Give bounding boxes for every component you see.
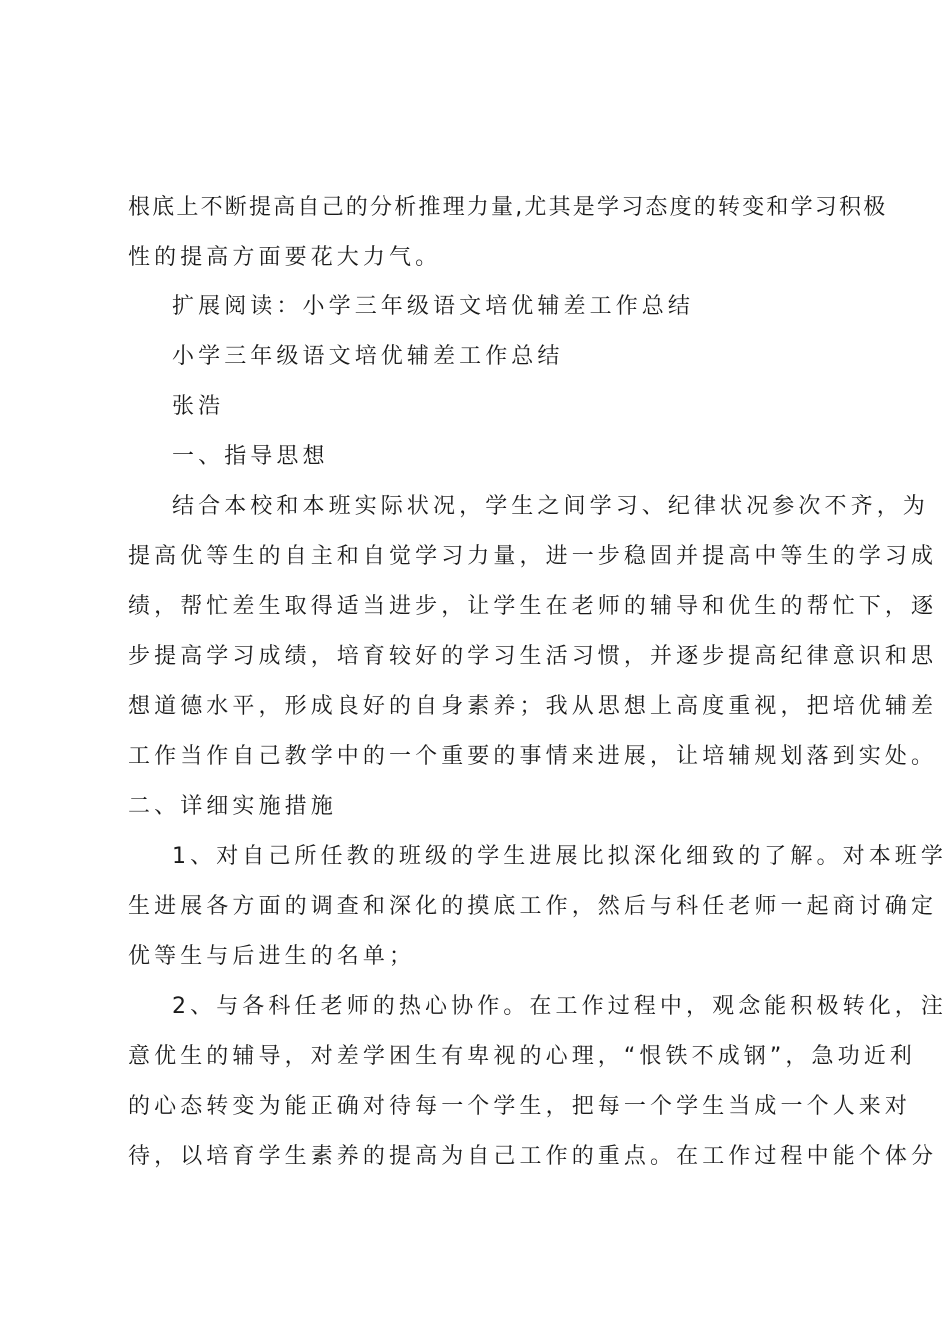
section-heading: 二、详细实施措施	[128, 794, 337, 819]
text-line: 绩，帮忙差生取得适当进步，让学生在老师的辅导和优生的帮忙下，逐	[128, 594, 938, 619]
section-heading: 一、指导思想	[172, 444, 329, 469]
text-line: 工作当作自己教学中的一个重要的事情来进展，让培辅规划落到实处。	[128, 744, 938, 769]
text-line: 提高优等生的自主和自觉学习力量，进一步稳固并提高中等生的学习成	[128, 544, 938, 569]
text-line: 的心态转变为能正确对待每一个学生，把每一个学生当成一个人来对	[128, 1094, 912, 1119]
text-line: 待，以培育学生素养的提高为自己工作的重点。在工作过程中能个体分	[128, 1144, 938, 1169]
text-line: 结合本校和本班实际状况，学生之间学习、纪律状况参次不齐，为	[172, 494, 929, 519]
text-line: 1、对自己所任教的班级的学生进展比拟深化细致的了解。对本班学	[172, 844, 947, 869]
text-line: 扩展阅读：小学三年级语文培优辅差工作总结	[172, 294, 695, 319]
text-line: 意优生的辅导，对差学困生有卑视的心理，“恨铁不成钢”，急功近利	[128, 1044, 916, 1069]
text-line: 想道德水平，形成良好的自身素养；我从思想上高度重视，把培优辅差	[128, 694, 938, 719]
text-line: 生进展各方面的调查和深化的摸底工作，然后与科任老师一起商讨确定	[128, 894, 938, 919]
text-line: 性的提高方面要花大力气。	[128, 245, 442, 270]
text-line: 步提高学习成绩，培育较好的学习生活习惯，并逐步提高纪律意识和思	[128, 644, 938, 669]
text-line: 优等生与后进生的名单；	[128, 944, 416, 969]
text-line: 2、与各科任老师的热心协作。在工作过程中，观念能积极转化，注	[172, 994, 947, 1019]
text-line: 根底上不断提高自己的分析推理力量,尤其是学习态度的转变和学习积极	[128, 195, 888, 220]
text-line: 小学三年级语文培优辅差工作总结	[172, 344, 564, 369]
author-name: 张浩	[172, 394, 225, 419]
